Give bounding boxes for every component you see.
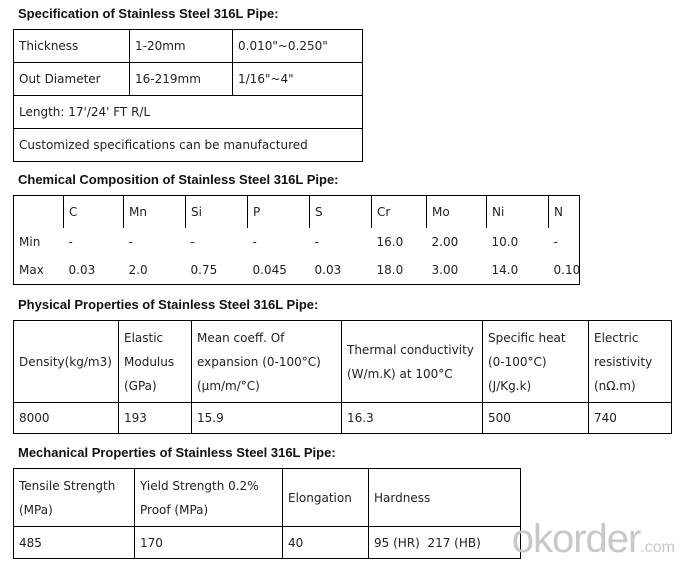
chemical-table (13, 195, 580, 285)
physical-header-modulus (119, 321, 192, 403)
spec-cell: 16-219mm (130, 63, 233, 96)
physical-table (13, 320, 672, 434)
chemical-header-cell: P (248, 196, 310, 228)
chemical-header-cell: Mn (124, 196, 186, 228)
chemical-cell: 0.03 (314, 262, 342, 277)
physical-header-conductivity (342, 321, 483, 403)
physical-header-specific-heat (483, 321, 589, 403)
header-line: (MPa) (19, 502, 53, 517)
physical-header-expansion (192, 321, 342, 403)
chemical-cell: Min (19, 234, 41, 249)
physical-value-row (14, 403, 672, 434)
header-line: (nΩ.m) (594, 378, 636, 393)
header-line: Density(kg/m3) (19, 354, 112, 369)
chemical-header-cell: N (549, 196, 580, 228)
chemical-cell: 0.75 (190, 262, 218, 277)
mechanical-value: 170 (135, 527, 283, 559)
physical-value: 16.3 (342, 403, 483, 434)
spec-row-custom (14, 129, 363, 162)
chemical-cell: - (553, 234, 558, 249)
spec-cell: Out Diameter (14, 63, 130, 96)
mechanical-value: 40 (283, 527, 369, 559)
mechanical-header-elongation (283, 469, 369, 527)
chemical-max-row (14, 256, 580, 285)
header-line: Thermal conductivity (347, 342, 474, 357)
physical-value: 8000 (14, 403, 119, 434)
chemical-cell: - (252, 234, 257, 249)
mechanical-value: 485 (14, 527, 135, 559)
header-line: (0-100°C) (488, 354, 547, 369)
physical-value: 740 (589, 403, 672, 434)
mechanical-header-tensile (14, 469, 135, 527)
chemical-cell: 2.0 (128, 262, 148, 277)
chemical-header-cell: C (64, 196, 124, 228)
spec-cell: 0.010"~0.250" (233, 30, 363, 63)
mechanical-value: 95 (HR) 217 (HB) (369, 527, 521, 559)
spec-table (13, 29, 363, 162)
header-line: Modulus (124, 354, 175, 369)
header-line: Specific heat (488, 330, 566, 345)
physical-header-row (14, 321, 672, 403)
chemical-cell: 10.0 (491, 234, 519, 249)
physical-value: 193 (119, 403, 192, 434)
mechanical-value-row (14, 527, 521, 559)
header-line: Elongation (288, 490, 352, 505)
chemical-cell: - (314, 234, 319, 249)
mechanical-heading: Mechanical Properties of Stainless Steel 316L Pipe: (18, 445, 336, 460)
header-line: Tensile Strength (19, 478, 116, 493)
chemical-cell: 2.00 (431, 234, 459, 249)
header-line: Elastic (124, 330, 164, 345)
header-line: Mean coeff. Of (197, 330, 285, 345)
header-line: expansion (0-100°C) (197, 354, 321, 369)
spec-custom: Customized specifications can be manufactured (14, 129, 363, 162)
header-line: Yield Strength 0.2% (140, 478, 259, 493)
header-line: Proof (MPa) (140, 502, 209, 517)
watermark-text: okorder (511, 517, 641, 561)
chemical-cell: 0.03 (68, 262, 96, 277)
header-line: (J/Kg.k) (488, 378, 532, 393)
header-line: (W/m.K) at 100°C (347, 366, 453, 381)
chemical-min-row (14, 228, 580, 256)
mechanical-header-row (14, 469, 521, 527)
chemical-cell: 3.00 (431, 262, 459, 277)
physical-heading: Physical Properties of Stainless Steel 316L Pipe: (18, 297, 319, 312)
chemical-header-cell: Mo (427, 196, 487, 228)
watermark-suffix: .com (640, 539, 675, 556)
chemical-header-row (14, 196, 580, 228)
spec-cell: 1/16"~4" (233, 63, 363, 96)
header-line: Electric (594, 330, 639, 345)
chemical-cell: 16.0 (376, 234, 404, 249)
chemical-cell: - (190, 234, 195, 249)
chemical-cell: 14.0 (491, 262, 519, 277)
chemical-header-cell: S (310, 196, 372, 228)
chemical-header-cell: Si (186, 196, 248, 228)
chemical-cell: 0.10 (553, 262, 581, 277)
spec-cell: 1-20mm (130, 30, 233, 63)
spec-row-diameter (14, 63, 363, 96)
chemical-heading: Chemical Composition of Stainless Steel 316L Pipe: (18, 172, 339, 187)
header-line: Hardness (374, 490, 431, 505)
chemical-cell: 18.0 (376, 262, 404, 277)
header-line: (μm/m/°C) (197, 378, 260, 393)
chemical-header-cell: Cr (372, 196, 427, 228)
header-line: (GPa) (124, 378, 157, 393)
mechanical-header-yield (135, 469, 283, 527)
spec-heading: Specification of Stainless Steel 316L Pipe: (18, 6, 279, 21)
spec-length: Length: 17'/24' FT R/L (14, 96, 363, 129)
spec-cell: Thickness (14, 30, 130, 63)
mechanical-table (13, 468, 521, 559)
chemical-cell: - (128, 234, 133, 249)
physical-value: 15.9 (192, 403, 342, 434)
chemical-cell: Max (19, 262, 44, 277)
physical-header-resistivity (589, 321, 672, 403)
chemical-cell: 0.045 (252, 262, 287, 277)
header-line: resistivity (594, 354, 653, 369)
chemical-header-cell: Ni (487, 196, 549, 228)
physical-value: 500 (483, 403, 589, 434)
chemical-cell: - (68, 234, 73, 249)
mechanical-header-hardness (369, 469, 521, 527)
spec-row-length (14, 96, 363, 129)
chemical-header-cell (14, 196, 64, 228)
spec-row-thickness (14, 30, 363, 63)
watermark-logo (512, 517, 675, 562)
physical-header-density (14, 321, 119, 403)
